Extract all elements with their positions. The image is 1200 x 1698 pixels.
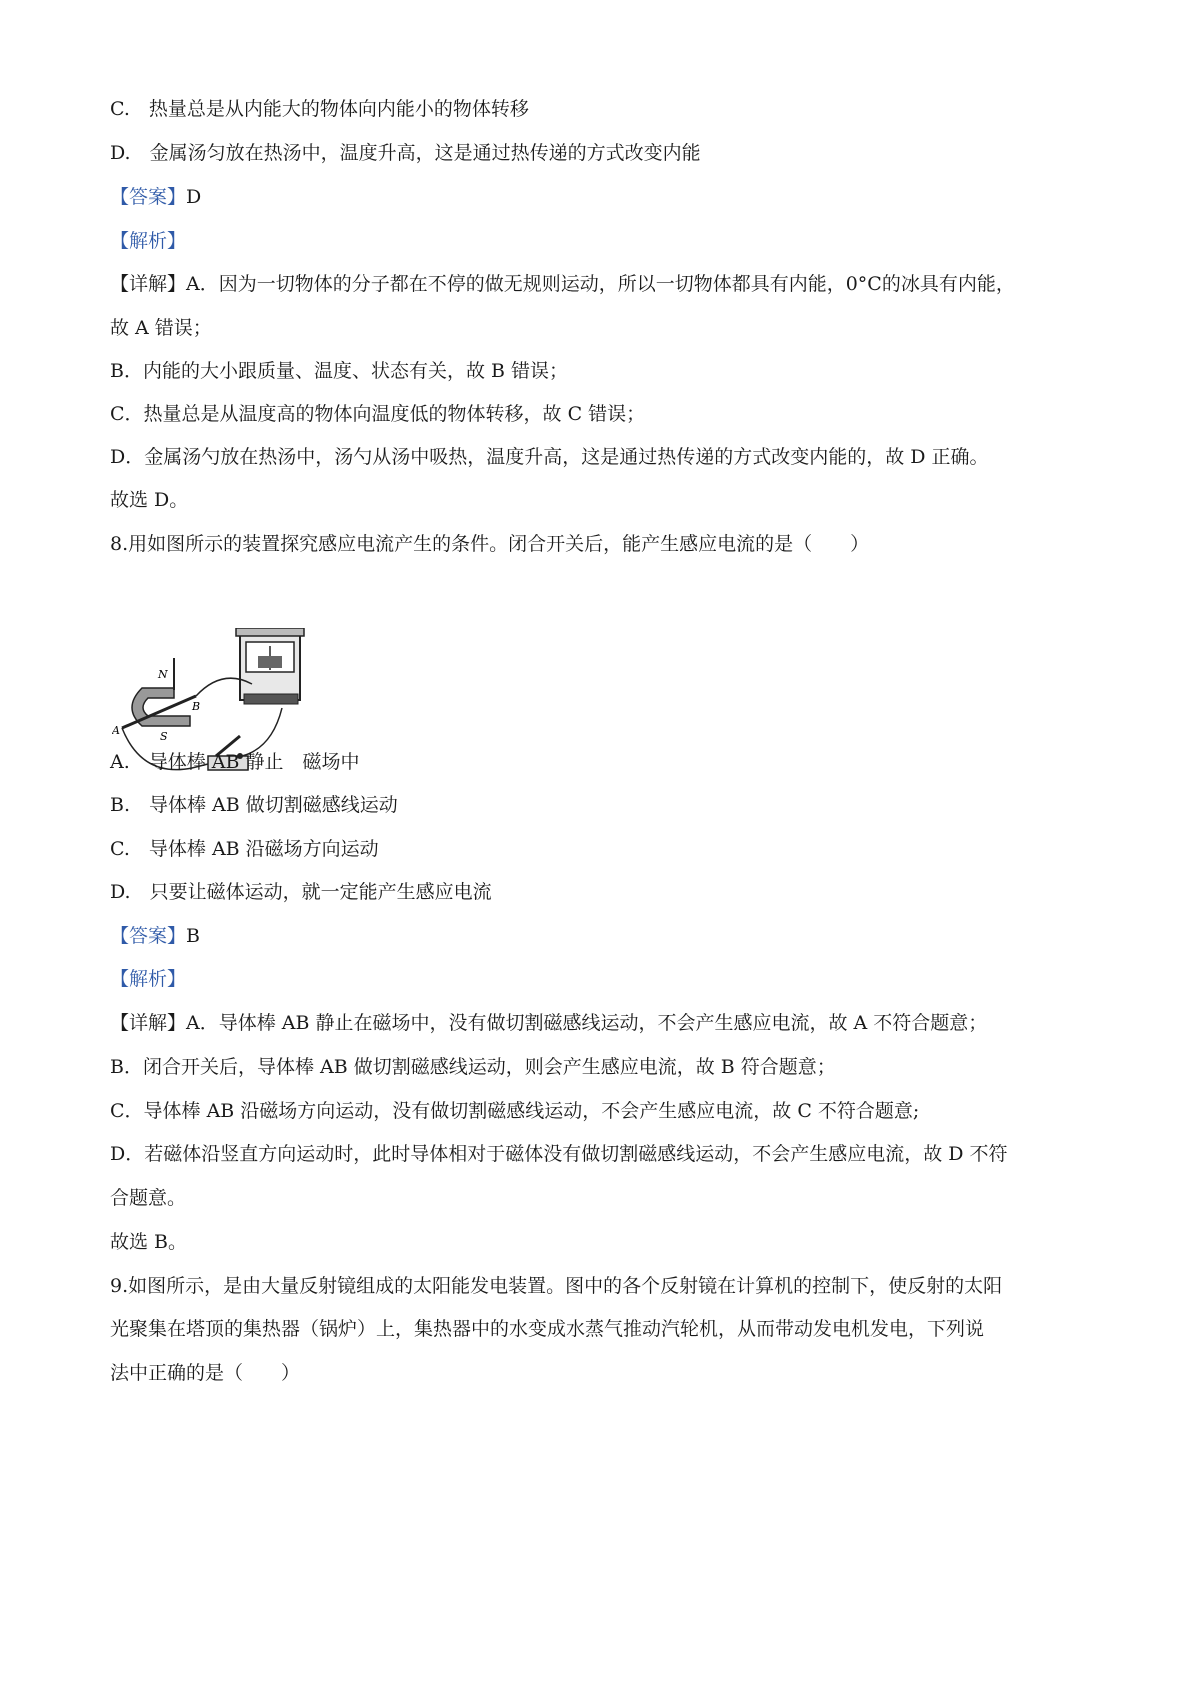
q7-conclusion: 故选 D。 [110, 489, 189, 511]
q7-detail-line2: 故 A 错误； [110, 317, 212, 339]
q7-answer [110, 184, 201, 210]
galvanometer-scale [258, 656, 282, 668]
answer-tag: 【答案】 [110, 925, 187, 947]
q9-stem-line1: 9.如图所示，是由大量反射镜组成的太阳能发电装置。图中的各个反射镜在计算机的控制下，使反射的太阳 [110, 1275, 1003, 1297]
answer-tag: 【答案】 [110, 186, 187, 208]
label-b: B [192, 700, 201, 713]
q8-option-d: D. 只要让磁体运动，就一定能产生感应电流 [110, 881, 492, 903]
q8-option-c: C. 导体棒 AB 沿磁场方向运动 [110, 838, 379, 860]
q8-stem: 8.用如图所示的装置探究感应电流产生的条件。闭合开关后，能产生感应电流的是（ ） [110, 533, 870, 555]
q7-option-d: D. 金属汤匀放在热汤中，温度升高，这是通过热传递的方式改变内能 [110, 142, 701, 164]
q8-detail-d2: 合题意。 [110, 1187, 187, 1209]
q8-answer [110, 923, 200, 949]
galvanometer-base [244, 694, 298, 704]
q8-detail-b: B．闭合开关后，导体棒 AB 做切割磁感线运动，则会产生感应电流，故 B 符合题意； [110, 1056, 836, 1078]
q7-option-c: C. 热量总是从内能大的物体向内能小的物体转移 [110, 98, 529, 120]
q8-analysis-tag: 【解析】 [110, 968, 187, 990]
label-n: N [158, 668, 168, 681]
q7-detail-c: C．热量总是从温度高的物体向温度低的物体转移，故 C 错误； [110, 403, 646, 425]
q7-analysis-tag: 【解析】 [110, 230, 187, 252]
q8-detail-d1: D．若磁体沿竖直方向运动时，此时导体相对于磁体没有做切割磁感线运动，不会产生感应电流，故 D 不符 [110, 1143, 1008, 1165]
q7-detail-line1: 【详解】A．因为一切物体的分子都在不停的做无规则运动，所以一切物体都具有内能，0°C的冰具有内能， [110, 273, 1015, 295]
answer-value: D [186, 186, 202, 208]
galvanometer-top [236, 628, 304, 636]
q9-stem-line3: 法中正确的是（ ） [110, 1362, 301, 1384]
q8-conclusion: 故选 B。 [110, 1231, 188, 1253]
label-a: A [112, 724, 120, 737]
q8-option-b: B. 导体棒 AB 做切割磁感线运动 [110, 794, 398, 816]
q8-detail-c: C．导体棒 AB 沿磁场方向运动，没有做切割磁感线运动，不会产生感应电流，故 C 不符合题意; [110, 1100, 920, 1122]
answer-value: B [186, 925, 200, 947]
q8-option-a: A. 导体棒 AB 静止 磁场中 [110, 751, 360, 773]
label-s: S [160, 730, 168, 743]
q9-stem-line2: 光聚集在塔顶的集热器（锅炉）上，集热器中的水变成水蒸气推动汽轮机，从而带动发电机发电，下列说 [110, 1318, 985, 1340]
q8-detail-a: 【详解】A．导体棒 AB 静止在磁场中，没有做切割磁感线运动，不会产生感应电流，故 A 不符合题意； [110, 1012, 988, 1034]
q7-detail-b: B．内能的大小跟质量、温度、状态有关，故 B 错误； [110, 360, 569, 382]
q7-detail-d: D．金属汤勺放在热汤中，汤勺从汤中吸热，温度升高，这是通过热传递的方式改变内能的，故 D 正确。 [110, 446, 989, 468]
